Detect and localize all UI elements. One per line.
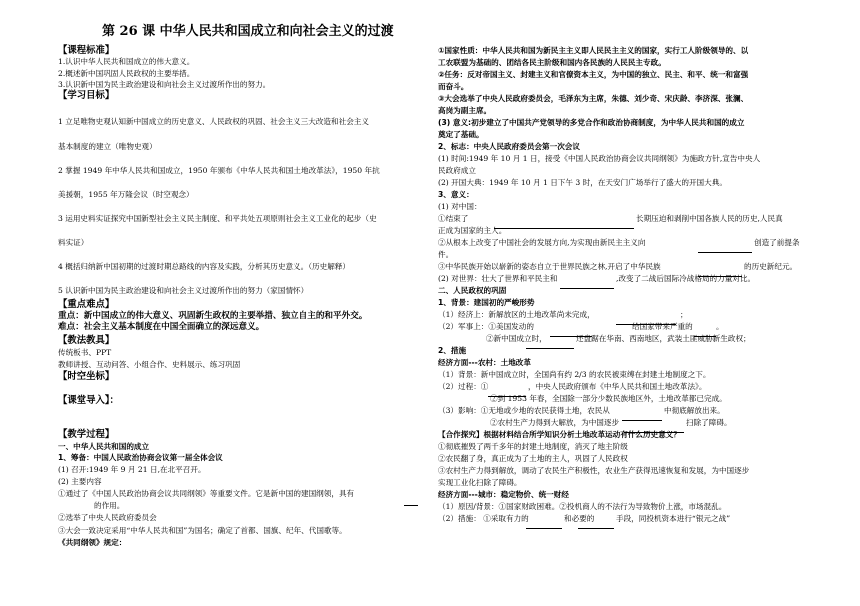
text-line: 【课堂导入】： [58, 395, 119, 406]
text-line: 经济方面---农村：土地改革 [438, 358, 531, 367]
fill-in-blank[interactable] [694, 328, 716, 337]
text-line: ③农村生产力得到解放，调动了农民生产积极性，农业生产获得迅速恢复和发展，为中国逐步 [438, 466, 750, 475]
text-line: 高岗为副主席。 [438, 106, 492, 115]
text-line: 【课程标准】 [58, 45, 115, 56]
text-line: 给国家带来严重的 [632, 322, 693, 331]
fill-in-blank[interactable] [526, 340, 574, 349]
text-line: 二、人民政权的巩固 [438, 286, 507, 295]
text-line: 【学习目标】 [58, 90, 115, 101]
text-line: 奠定了基础。 [438, 130, 484, 139]
text-line: 重点：新中国成立的伟大意义、巩固新生政权的主要举措、独立自主的和平外交。 [58, 311, 368, 321]
fill-in-blank[interactable] [622, 412, 662, 421]
fill-in-blank[interactable] [698, 244, 752, 253]
text-line: 《共同纲领》规定： [58, 538, 127, 547]
fill-in-blank[interactable] [494, 220, 634, 229]
fill-in-blank[interactable] [578, 520, 614, 529]
text-line: 还盘踞在华南、西南地区，武装土匪威胁新生政权； [576, 334, 751, 343]
text-line: 2、标志：中央人民政府委员会第一次会议 [438, 142, 580, 151]
fill-in-blank[interactable] [488, 388, 526, 397]
fill-in-blank[interactable] [550, 328, 592, 337]
text-line: 难点：社会主义基本制度在中国全面确立的深远意义。 [58, 322, 265, 332]
fill-in-blank[interactable] [560, 280, 614, 289]
text-line: 扫除了障碍。 [686, 418, 732, 427]
text-line: 件。 [438, 250, 454, 259]
text-line: ③大会一致决定采用“中华人民共和国”为国名；确定了首都、国旗、纪年、代国歌等。 [58, 526, 347, 535]
text-line: (2) 主要内容 [58, 477, 102, 486]
text-line: （2）军事上：①美国发动的 [438, 322, 534, 331]
text-line: （2）过程：① [438, 382, 489, 391]
text-line: 1.认识中华人民共和国成立的伟大意义。 [58, 57, 195, 66]
text-line: ③中华民族开始以崭新的姿态自立于世界民族之林,开启了中华民族 [438, 262, 661, 271]
text-line: 教师讲授、互动问答、小组合作、史料展示、练习巩固 [58, 360, 241, 369]
text-line: 的历史新纪元。 [744, 262, 798, 271]
text-line: ； [680, 310, 688, 319]
text-line: ①通过了《中国人民政治协商会议共同纲领》等重要文件。它是新中国的建国纲领，具有 [58, 489, 355, 498]
text-line: ②农民翻了身，真正成为了土地的主人，巩固了人民政权 [438, 454, 628, 463]
text-line: 和必要的 [564, 514, 595, 523]
fill-in-blank[interactable] [404, 497, 418, 506]
text-line: 3.认识新中国为民主政治建设和向社会主义过渡所作出的努力。 [58, 80, 271, 89]
fill-in-blank[interactable] [526, 520, 562, 529]
text-line: 【教法教具】 [58, 335, 115, 346]
text-line: ③大会选举了中央人民政府委员会，毛泽东为主席，朱德、刘少奇、宋庆龄、李济深、张澜、 [438, 94, 749, 103]
text-line: ②新中国成立时， [486, 334, 547, 343]
text-line: 5 认识新中国为民主政治建设和向社会主义过渡所作出的努力（家国情怀） [58, 286, 309, 295]
text-line: 手段，同投机资本进行“银元之战” [616, 514, 731, 523]
text-line: (2) 开国大典：1949 年 10 月 1 日下午 3 时，在天安门广场举行了盛大的开国大典。 [438, 178, 727, 187]
text-line: 2、措施 [438, 346, 467, 355]
text-line: (2) 对世界：壮大了世界和平民主和 [438, 274, 558, 283]
text-line: 4 概括归纳新中国初期的过渡时期总路线的内容及实践，分析其历史意义。（历史解释） [58, 262, 351, 271]
fill-in-blank[interactable] [698, 268, 742, 277]
text-line: ,改变了二战后国际冷战格局的力量对比。 [616, 274, 756, 283]
text-line: 工农联盟为基础的、团结各民主阶级和国内各民族的人民民主专政。 [438, 58, 666, 67]
text-line: 而奋斗。 [438, 82, 469, 91]
text-line: 经济方面---城市：稳定物价、统一财经 [438, 490, 569, 499]
text-line: 一、中华人民共和国的成立 [58, 442, 150, 451]
text-line: 传统板书、PPT [58, 348, 112, 357]
text-line: （1）背景：新中国成立时，全国尚有约 2/3 的农民被束缚在封建土地制度之下。 [438, 370, 711, 379]
text-line: 正成为国家的主人。 [438, 226, 507, 235]
text-line: （1）经济上：新解放区的土地改革尚未完成， [438, 310, 595, 319]
text-line: 1、背景：建国初的严峻形势 [438, 298, 535, 307]
fill-in-blank[interactable] [624, 424, 684, 433]
text-line: (1) 召开:1949 年 9 月 21 日,在北平召开。 [58, 465, 206, 474]
text-line: ②农村生产力得到大解放，为中国逐步 [490, 418, 620, 427]
text-line: （2）措施： ①采取有力的 [438, 514, 529, 523]
text-line: 3、意义： [438, 190, 474, 199]
text-line: 创造了前提条 [754, 238, 800, 247]
text-line: ①彻底摧毁了两千多年的封建土地制度，消灭了地主阶级 [438, 442, 628, 451]
lesson-title: 第 26 课 中华人民共和国成立和向社会主义的过渡 [102, 24, 394, 39]
text-line: 民政府成立 [438, 166, 476, 175]
text-line: 【时空坐标】 [58, 371, 115, 382]
text-line: (3) 意义:初步建立了中国共产党领导的多党合作和政治协商制度，为中华人民共和国的成立 [438, 118, 745, 127]
text-line: 中彻底解放出来。 [664, 406, 725, 415]
text-line: 1、筹备：中国人民政治协商会议第一届全体会议 [58, 453, 223, 462]
text-line: 2.概述新中国巩固人民政权的主要举措。 [58, 69, 195, 78]
text-line: ①结束了 [438, 214, 469, 223]
text-line: 。 [716, 322, 724, 331]
text-line: 1 立足唯物史观认知新中国成立的历史意义、人民政权的巩固、社会主义三大改造和社会主义 [58, 117, 369, 126]
text-line: 基本制度的建立（唯物史观） [58, 142, 157, 151]
text-line: （1）原因/背景：①国家财政困难。②投机商人的不法行为导致物价上涨，市场混乱。 [438, 502, 727, 511]
text-line: 美援朝，1955 年万隆会议（时空观念） [58, 190, 194, 199]
text-line: 3 运用史料实证探究中国新型社会主义民主制度、和平共处五项原则社会主义工业化的起步（史 [58, 214, 377, 223]
text-line: 【重点难点】 [58, 299, 115, 310]
text-line: ，中央人民政府颁布《中华人民共和国土地改革法》。 [528, 382, 707, 391]
text-line: 的作用。 [94, 501, 125, 510]
text-line: (1) 时间:1949 年 10 月 1 日，接受《中国人民政治协商会议共同纲领》为施政方针,宣告中央人 [438, 154, 761, 163]
text-line: ②从根本上改变了中国社会的发展方向,为实现由新民主主义向 [438, 238, 646, 247]
text-line: (1) 对中国： [438, 202, 482, 211]
text-line: 【合作探究】根据材料结合所学知识分析土地改革运动有什么历史意义？ [438, 430, 681, 439]
text-line: （3）影响：①无地或少地的农民获得土地，农民从 [438, 406, 610, 415]
text-line: ②到 1953 年春，全国除一部分少数民族地区外，土地改革都已完成。 [490, 394, 727, 403]
text-line: 实现工业化扫除了障碍。 [438, 478, 522, 487]
text-line: 2 掌握 1949 年中华人民共和国成立，1950 年颁布《中华人民共和国土地改革法》，1950 年抗 [58, 166, 380, 175]
text-line: 长期压迫和剥削中国各族人民的历史,人民真 [636, 214, 783, 223]
fill-in-blank[interactable] [616, 316, 676, 325]
text-line: ①国家性质：中华人民共和国为新民主主义即人民民主主义的国家，实行工人阶级领导的、以 [438, 46, 749, 55]
text-line: ②任务：反对帝国主义、封建主义和官僚资本主义，为中国的独立、民主、和平、统一和富强 [438, 70, 749, 79]
text-line: 【教学过程】 [58, 429, 115, 440]
text-line: 料实证） [58, 238, 89, 247]
text-line: ②选举了中央人民政府委员会 [58, 513, 157, 522]
